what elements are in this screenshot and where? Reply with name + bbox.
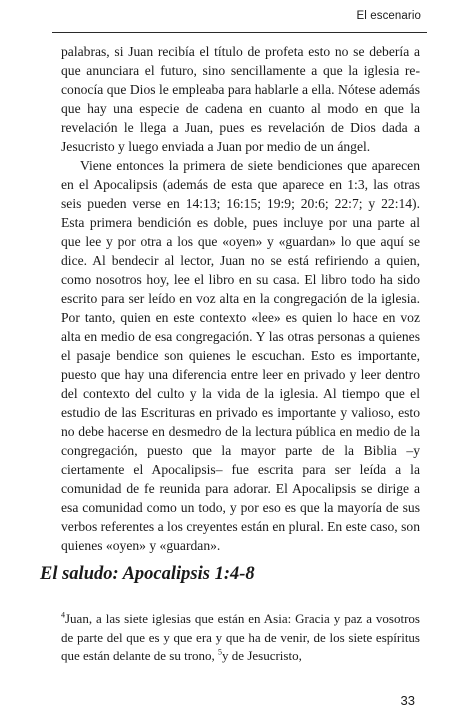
scripture-quote [61,610,420,666]
running-header: El escenario [356,10,421,22]
header-rule [52,32,427,33]
paragraph-blessings: Viene entonces la primera de siete bendiciones que aparecen en el Apocalipsis (además de esta que aparece en 1:3, las otras seis pueden verse en 14:13; 16:15; 19:9; 20:6; 22:7; y 22:14). Esta primera bendición es doble, pues incluye por una parte al que lee y por otra a los que «oyen» y «guardan» lo que aquí se dice. Al bendecir al lector, Juan no se está refiriendo a quien, como nosotros hoy, lee el libro en su casa. El libro todo ha sido escrito para ser leído en voz alta en la congregación de la iglesia. Por tanto, quien en este contexto «lee» es quien lo hace en voz alta en medio de esa congregación. Y las otras personas a quienes el pasaje bendice son quienes le escuchan. Esto es importante, puesto que hay una diferencia entre leer en privado y leer dentro del contexto del culto y la vida de la iglesia. Al tiempo que el estudio de las Escrituras en privado es importante y valioso, esto no debe hacerse en desmedro de la lectura pública en medio de la congregación, puesto que la mayor parte de la Biblia –y ciertamente el Apocalipsis– fue escrita para ser leída a la comunidad de fe reunida para adorar. El Apocalipsis se dirige a esa comunidad como un todo, y por eso es que la mayoría de sus verbos referentes a los creyentes están en plural. En este caso, son quienes «oyen» y «guardan». [61,158,420,553]
verse-text: Juan, a las siete iglesias que están en Asia: Gracia y paz a vosotros de parte del que es y que era y que ha de venir, de los siete espíritus que están delante de su trono, [61,611,420,663]
verse-text: y de Jesucristo, [222,648,302,663]
section-heading: El saludo: Apocalipsis 1:4-8 [40,564,255,584]
verse-number: 4 [61,610,65,620]
paragraph-continuation: palabras, si Juan recibía el título de profeta esto no se debería a que anunciara el futuro, sino sencillamente a que la iglesia reconocía que Dios le empleaba para hablarle a ella. Nótese además que hay una especie de cadena en cuanto al modo en que la revelación le llega a Juan, pues es revelación de Dios dada a Jesucristo y luego enviada a Juan por medio de un ángel. [61,44,420,154]
page-number: 33 [400,693,415,708]
body-text [61,42,420,555]
verse-number: 5 [218,647,223,657]
